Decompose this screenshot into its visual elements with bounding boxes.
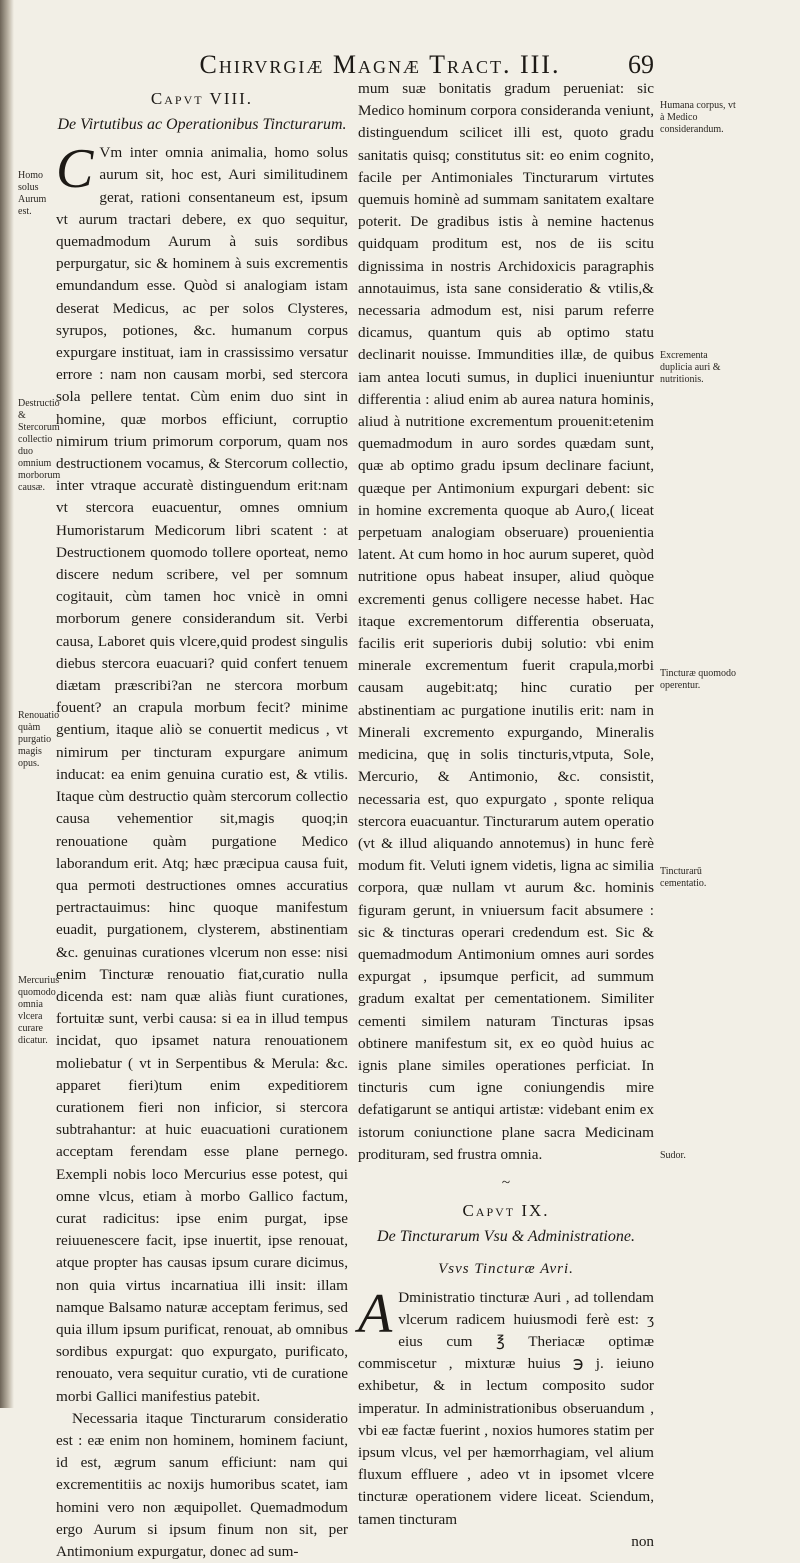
chapter-9-title: De Tincturarum Vsu & Administratione. <box>377 1228 635 1246</box>
chapter-8-paragraph-1 <box>56 138 348 1408</box>
running-title: Chirvrgiæ Magnæ Tract. III. <box>199 50 561 79</box>
ornament-divider: ~ <box>501 1173 511 1191</box>
left-column <box>56 86 348 1563</box>
margin-note-left-1: Homo solus Aurum est. <box>18 170 47 217</box>
chapter-8-continuation: mum suæ bonitatis gradum perueniat: sic Medico hominum corpora consideranda veniunt, distinguendum scilicet illi est, quoto gradu sanitatis quisq; constitutus sit: eo enim cognito, facile per Antimoniales Tincturarum virtutes quemuis hominè ad summam sanitatem exaltare poterit. De gradibus istis à nemine hactenus quidquam proditum est, nos de iis scitu dignissima in nostris Archidoxicis paragraphis annotauimus, ista sane consideratio & vtilis,& necessaria admodum est, nisi parum referre dicamus, quantum quis ab optimo statu declinarit nouisse. Immunditiеs illæ, de quibus iam antea locuti sumus, in duplici inueniuntur differentia : aliud enim ab aurea natura hominis, aliud à nutritione excrementum prouenit:etenim quemadmodum in auro sordes quædam sunt, quæ ab optimo gradu ipsum declinare faciunt, quæque per Antimonium expurgari debent: sic in homine excrementa quoque ab Auro,( liceat perpetuam analogiam obseruare) prouenientia latent. At cum homo in hoc aurum superet, quòd nutritione opus habeat insuper, aliud quòque excrementi genus colligere necesse habet. Hac itaque excrementorum differentia obseruata, facilis erit superioris dubij solutio: vbi enim minerale excrementum fuerit crapula,morbi causam augebit:atq; hinc curatio per abstinentiam ac purgatione inutilis erit: nam in Minerali excremento expurgando, Mineralis medicina, quę in solis tincturis,vtputa, Sole, Mercurio, & Antimonio, &c. consistit, necessaria est, quo expurgato , sponte reliqua stercora euacuantur. Tincturarum autem operatio (vt & illud aliquando annotemus) in hunc ferè modum fit. Veluti ignem videtis, ligna ac similia corpora, quæ nullam vt aurum &c. hominis figuram gerunt, in vniuersum facit absumere : sic & tincturas operari credendum est. Sic & quemadmodum Antimonium omnes auri sordes expurgat , ipsumque perficit, ad summum gradum exaltat per cementationem. Similiter cementi similem naturam Tincturas ipsas obtinere manifestum sit, ex eo quòd huius ac ignis plane similes operationes perficiat. In tincturis cum igne coniungendis mire defatigarunt se antiqui artistæ: videbant enim ex istorum coniunctione plane sacra Medicinam prodituram, sed frustra omnia. <box>358 80 654 1163</box>
chapter-8-paragraph-2: Necessaria itaque Tincturarum consideratio est : eæ enim non hominem, hominem faciunt, id est, ægrum sanum efficiunt: nam qui excrementitiis ac noxijs humoribus scatet, iam homini vero non æquipollet. Quemadmodum ergo Aurum si ipsum finum non sit, per Antimonium expurgatur, donec ad sum- <box>56 1409 348 1560</box>
margin-note-right-5: Sudor. <box>660 1150 686 1161</box>
margin-note-right-4: Tincturarū cementatio. <box>660 866 707 889</box>
page-number: 69 <box>628 50 654 79</box>
page-gutter-shadow <box>0 0 14 1408</box>
dropcap-a: A <box>358 1282 393 1345</box>
catchword: non <box>631 1532 654 1550</box>
right-column <box>358 78 654 1553</box>
chapter-8-paragraph-1-text: Vm inter omnia animalia, homo solus aurum sit, hoc est, Auri similitudinem gerat, rationi consentaneum est, ipsum vt aurum tractari debere, ex quo sequitur, quemadmodum Aurum à suis sordibus perpurgatur, sic & hominem à suis excrementis emundandum esse. Quòd si analogiam istam deserat Medicus, ac per solos Clysteres, syrupos, potiones, &c. humanum corpus expurgare instituat, iam in crassissimo versatur errore : nam non causam morbi, sed stercora sola pellere tentat. Cùm enim duo sint in homine, quæ morbos efficiunt, corruptio nimirum trium primorum corporum, quam nos destructionem vocamus, & Stercorum collectio, inter vtraque accuratè distinguendum erit:nam vt stercora euacuentur, omnes omnium Humoristarum Medicorum libri scatent : at Destructionem quomodo tollere oporteat, nemo discere nedum scribere, vel per somnum cogitauit, cùm tamen hoc vnicè in omni morborum genere considerandum sit. Verbi causa, Laboret quis vlcere,quid prodest singulis diebus stercora euacuari? quid confert tenuem diætam præscribi?an ne stercora morbum fouent? an crapula morbum fecit? minime gentium, itaque aliò se conuertit medicus , vt nimirum per tincturam expurgare animum inducat: ea enim genuina curatio est, & vtilis. Itaque cùm destructio quàm stercorum collectio causa vehementior sit,magis quoq;in renouatione quàm purgatione Medico laborandum erit. Atq; hæc præcipua causa fuit, qua permoti destructiones omnes accuratius pertractauimus: hinc quoque manifestum euadit, purgationem, clysterem, abstinentiam &c. genuinas curationes vlcerum non esse: nisi enim Tincturæ renouatio fiat,curatio nulla dicenda est: nam quæ aliàs fiunt curationes, fortuitæ sunt, verbi causa: si ea in illud tempus incidat, quo ipsamet natura renouationem moliebatur ( vt in Serpentibus & Merula: &c. apparet fieri)tum enim expeditiorem curationem fieri non inficior, si stercora subtrahantur: at huic euacuationi curationem acceptam ferendam esse plane pernego. Exempli nobis loco Mercurius esse potest, qui omne vlcus, etiam à morbo Gallico factum, curat radicitus: ipse enim purgat, ipse reiuuenescere facit, ipse inuertit, ipse renouat, atque propter has causas ipsum curare dicimus, non quia virtus incarnatiua illi insit: illam namque Balsamo naturæ acceptam ferimus, sed quia illum ipsum purificat, renouat, ab omnibus sordibus expurgat: quo expurgato, purificato, renouato, vera sequitur curatio, vti de curatione morbi Gallici manifestius patebit. <box>56 144 348 1405</box>
dropcap-c: C <box>56 138 94 201</box>
chapter-9-heading: Capvt IX. <box>462 1201 550 1221</box>
margin-note-right-2: Excrementa duplicia auri & nutritionis. <box>660 350 721 385</box>
margin-note-right-3: Tincturæ quomodo operentur. <box>660 668 737 691</box>
margin-note-left-4: Mercurius quomodo omnia vlcera curare dicatur. <box>18 975 60 1046</box>
margin-note-left-3: Renouatio quàm purgatio magis opus. <box>18 710 60 769</box>
chapter-8-title: De Virtutibus ac Operationibus Tincturarum. <box>57 116 347 134</box>
chapter-8-heading: Capvt VIII. <box>150 89 254 108</box>
margin-note-right-1: Humana corpus, vt à Medico considerandum. <box>660 100 736 135</box>
chapter-9-subtitle: Vsvs Tincturæ Avri. <box>438 1261 574 1278</box>
margin-note-left-2: Destructio & Stercorum collectio duo omnium morborum causæ. <box>18 398 61 493</box>
chapter-9-paragraph-1-text: Dministratio tincturæ Auri , ad tollendam vlcerum radicem huiusmodi ferè est: ʒ eius cum ℥ Theriacæ optimæ commiscetur , mixturæ huius ℈ j. ieiuno exhibetur, & in lectum composito sudor imperatur. In administrationibus obseruandum , vbi eæ factæ fuerint , noxios humores statim per ipsum vlcus, vel per hæmorrhagiam, vel alium fluxum effluere , adeo vt in ipsomet vlcere tincturæ operationem videre liceat. Sciendum, tamen tincturam <box>358 1288 654 1528</box>
chapter-9-paragraph-1 <box>358 1282 654 1531</box>
